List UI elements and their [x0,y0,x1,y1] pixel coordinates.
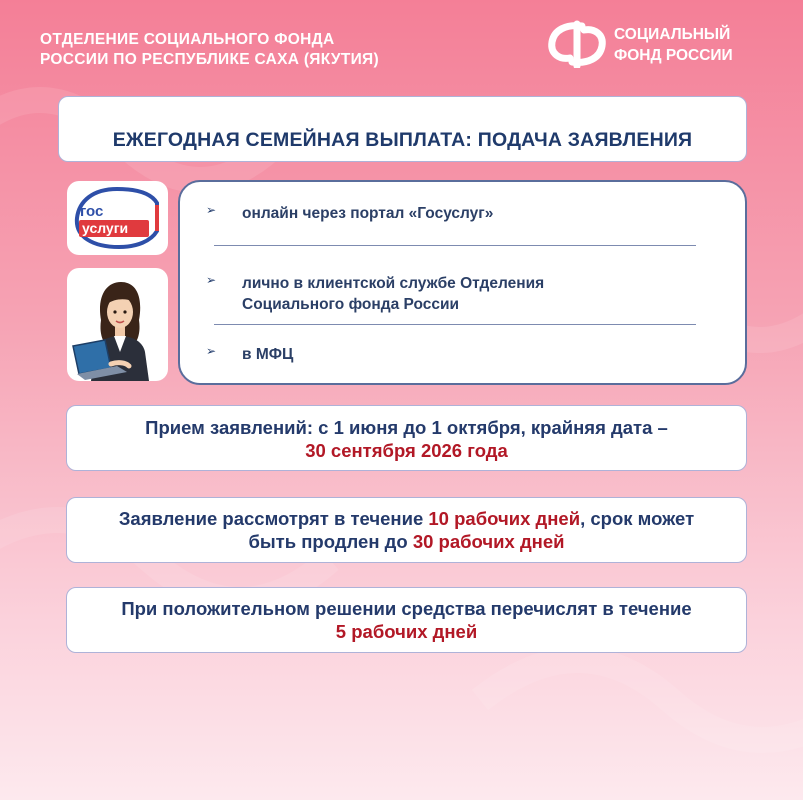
gosuslugi-text-line1: гос [80,203,104,220]
review-text-line1 [67,507,746,530]
brand-line1: СОЦИАЛЬНЫЙ [614,26,731,43]
method-mfc-text: в МФЦ [242,346,294,363]
method-inperson-text-line1: лично в клиентской службе Отделения [242,275,545,292]
divider [214,324,696,325]
info-card-deadline [66,405,747,471]
woman-with-laptop-icon [67,268,168,381]
sfr-logo-icon [546,20,608,68]
brand-line2: ФОНД РОССИИ [614,47,733,64]
review-text-a: Заявление рассмотрят в течение [118,508,429,529]
method-inperson-text-line2: Социального фонда России [242,296,460,313]
gosuslugi-logo-icon [67,181,168,255]
info-card-payment [66,587,747,653]
review-text-b: , срок может [580,508,695,529]
payment-text: При положительном решении средства перечислят в течение [121,598,692,619]
divider [214,245,696,246]
method-online-text: онлайн через портал «Госуслуг» [242,205,494,222]
gosuslugi-text-line2: услуги [82,220,129,236]
org-name-line2: РОССИИ ПО РЕСПУБЛИКЕ САХА (ЯКУТИЯ) [40,51,379,68]
org-name-line1: ОТДЕЛЕНИЕ СОЦИАЛЬНОГО ФОНДА [40,31,335,48]
submission-methods-card [178,180,747,385]
page-title: ЕЖЕГОДНАЯ СЕМЕЙНАЯ ВЫПЛАТА: ПОДАЧА ЗАЯВЛЕНИЯ [112,129,693,151]
bullet-arrow-icon: ➢ [206,273,217,287]
payment-days: 5 рабочих дней [335,621,478,642]
org-name [40,30,379,70]
review-text-c: быть продлен до [248,531,413,552]
bullet-arrow-icon: ➢ [206,203,217,217]
title-card [58,96,747,162]
info-card-review-period [66,497,747,563]
review-days: 10 рабочих дней [428,508,581,529]
deadline-date: 30 сентября 2026 года [305,440,508,461]
person-laptop-illustration [67,268,168,381]
extended-days: 30 рабочих дней [412,531,565,552]
gosuslugi-logo-tile [67,181,168,255]
deadline-text: Прием заявлений: с 1 июня до 1 октября, крайняя дата – [145,417,668,438]
bullet-arrow-icon: ➢ [206,344,217,358]
review-text-line2 [67,530,746,553]
